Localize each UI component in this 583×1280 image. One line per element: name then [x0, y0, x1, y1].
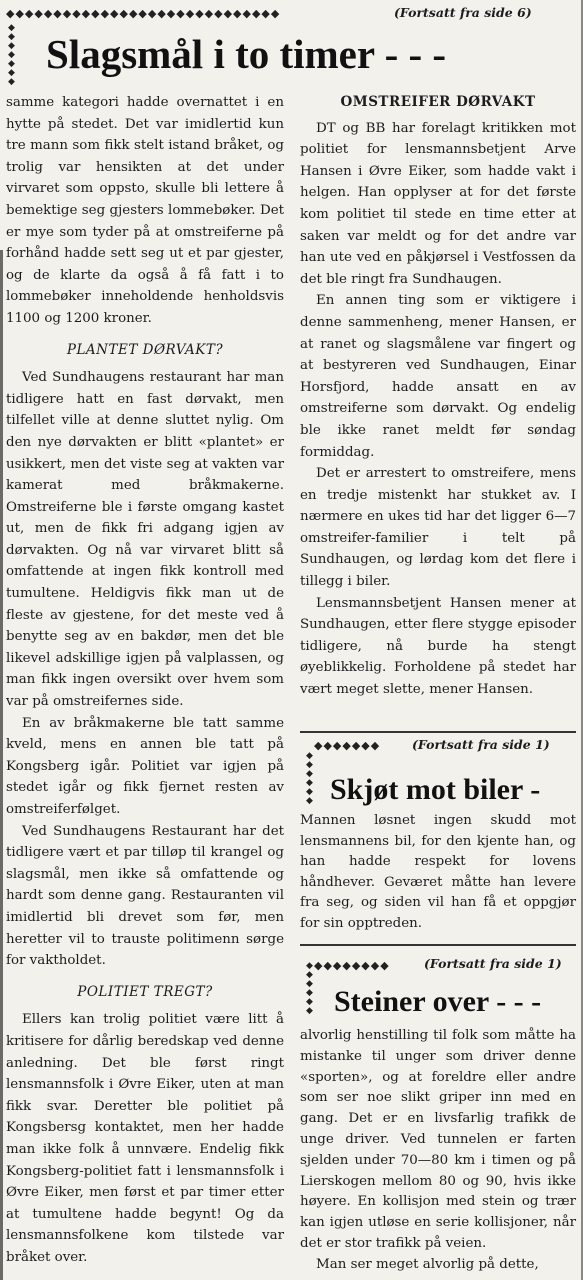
article2-continued-note: (Fortsatt fra side 1): [412, 737, 550, 752]
article3-dot-row: ◆◆◆◆◆◆◆◆: [314, 959, 390, 972]
paragraph: Det er arrestert to omstreifere, mens en tredje mistenkt har stukket av. I nærmere en ukes tid har det ligger 6—7 omstreifer-familier i telt på Sundhaugen, og lørdag kom det flere i tillegg i biler.: [300, 466, 576, 590]
paragraph: DT og BB har forelagt kritikken mot politiet for lensmannsbetjent Arve Hansen i Øvre Eiker, som hadde vakt i helgen. Han opplyser at for det første kom politiet til stede en time etter at saken var meldt og for det andre var han ute ved en påkjørsel i Vestfossen da det ble ringt fra Sundhaugen.: [300, 120, 576, 287]
continued-note: (Fortsatt fra side 6): [394, 5, 532, 20]
article2-title: Skjøt mot biler -: [330, 773, 541, 806]
paragraph: Man ser meget alvorlig på dette,: [316, 1256, 539, 1272]
article-divider: [300, 731, 576, 733]
header-vertical-dots: ◆ ◆ ◆ ◆ ◆ ◆ ◆: [8, 23, 15, 87]
paragraph: Ved Sundhaugens Restaurant har det tidligere vært et par tilløp til krangel og slagsmål, men ikke så omfattende og hardt som denne gang. Restauranten vil imidlertid bli drevet som før, men heretter vil to trauste politimenn sørge for vaktholdet.: [6, 823, 284, 969]
article2-dot-row: ◆◆◆◆◆◆◆: [314, 739, 381, 752]
article2-vertical-dots: ◆ ◆ ◆ ◆ ◆ ◆: [306, 751, 313, 806]
subheading-politiet-tregt: POLITIET TREGT?: [77, 983, 213, 1000]
paragraph: En annen ting som er viktigere i denne sammenheng, mener Hansen, er at ranet og slagsmålene var fingert og at bestyreren ved Sundhaugen, Einar Horsfjord, hadde ansatt en av omstreiferne som dørvakt. Og endelig ble ikke ranet meldt før søndag formiddag.: [300, 293, 576, 460]
paragraph: Ellers kan trolig politiet være litt å kritisere for dårlig beredskap ved denne anledning. Det ble først ringt lensmannsfolk i Øvre Eiker, uten at man fikk svar. Deretter ble politiet på Kongsbersg kontaktet, men her hadde man ikke folk å unnvære. Endelig fikk Kongsberg-politiet fatt i lensmannsfolk i Øvre Eiker, men først et par timer etter at tumultene hadde begynt! Og da lensmannsfolkene kom tilstede var bråket over.: [6, 1012, 284, 1265]
article2-body: [300, 811, 576, 935]
article3-body: [300, 1026, 576, 1276]
article-divider: [300, 944, 576, 946]
subheading-omstreifer-dorvakt: OMSTREIFER DØRVAKT: [340, 94, 536, 110]
article-title: Slagsmål i to timer - - -: [46, 31, 447, 77]
paragraph: samme kategori hadde overnattet i en hytte på stedet. Det var imidlertid kun tre mann som fikk stelt istand bråket, og trolig var hensikten at det under virvaret som oppsto, skulle bli lettere å bemektige seg gjesters lommebøker. Det er mye som tyder på at omstreiferne på forhånd hadde sett seg ut et par gjester, og de klarte da også å få fatt i to lommebøker inneholdende henholdsvis 1100 og 1200 kroner.: [6, 95, 284, 326]
paragraph: Ved Sundhaugens restaurant har man tidligere hatt en fast dørvakt, men tilfellet ville at denne sluttet nylig. Om den nye dørvakten er blitt «plantet» er usikkert, men det viste seg at vakten var kamerat med bråkmakerne. Omstreiferne ble i første omgang kastet ut, men de fikk fri adgang igjen av dørvakten. Og nå var virvaret blitt så omfattende at ingen fikk kontroll med tumultene. Heldigvis fikk man ut de fleste av gjestene, for det meste ved å benytte seg av en bakdør, men det ble likevel adskillige igjen på valplassen, og man fikk ingen oversikt over hvem som var på omstreifernes side.: [6, 370, 284, 710]
subheading-plantet-dorvakt: PLANTET DØRVAKT?: [66, 341, 224, 358]
paragraph: En av bråkmakerne ble tatt samme kveld, mens en annen ble tatt på Kongsberg igår. Politiet var igjen på stedet igår og fikk fjernet resten av omstreiferfølget.: [6, 715, 284, 817]
page-edge-left: [0, 250, 3, 1280]
article3-title: Steiner over - - -: [334, 985, 542, 1018]
right-column: [300, 92, 576, 701]
paragraph: Mannen løsnet ingen skudd mot lensmannens bil, for den kjente han, og han hadde respekt for lovens håndhever. Geværet måtte han levere fra seg, og siden vil han få et oppgjør for sin opptreden.: [300, 813, 576, 931]
paragraph: alvorlig henstilling til folk som måtte ha mistanke til unger som driver denne «sporten», og at foreldre eller andre som ser noe slikt griper inn med en gang. Det er en livsfarlig trafikk de unge driver. Ved tunnelen er farten sjelden under 70—80 km i timen og på Lierskogen mellom 80 og 90, hvis ikke høyere. En kollisjon med stein og trær kan igjen utløse en serie kollisjoner, når det er stor trafikk på veien.: [300, 1028, 576, 1251]
paragraph: Lensmannsbetjent Hansen mener at Sundhaugen, etter flere stygge episoder tidligere, nå burde ha stengt øyeblikkelig. Forholdene på stedet har vært meget slette, mener Hansen.: [300, 595, 576, 698]
left-column: [6, 92, 284, 1268]
article3-continued-note: (Fortsatt fra side 1): [424, 956, 562, 971]
article3-vertical-dots: ◆ ◆ ◆ ◆ ◆ ◆: [306, 961, 313, 1016]
header-dot-row: ◆◆◆◆◆◆◆◆◆◆◆◆◆◆◆◆◆◆◆◆◆◆◆◆◆◆◆◆◆: [6, 7, 281, 20]
